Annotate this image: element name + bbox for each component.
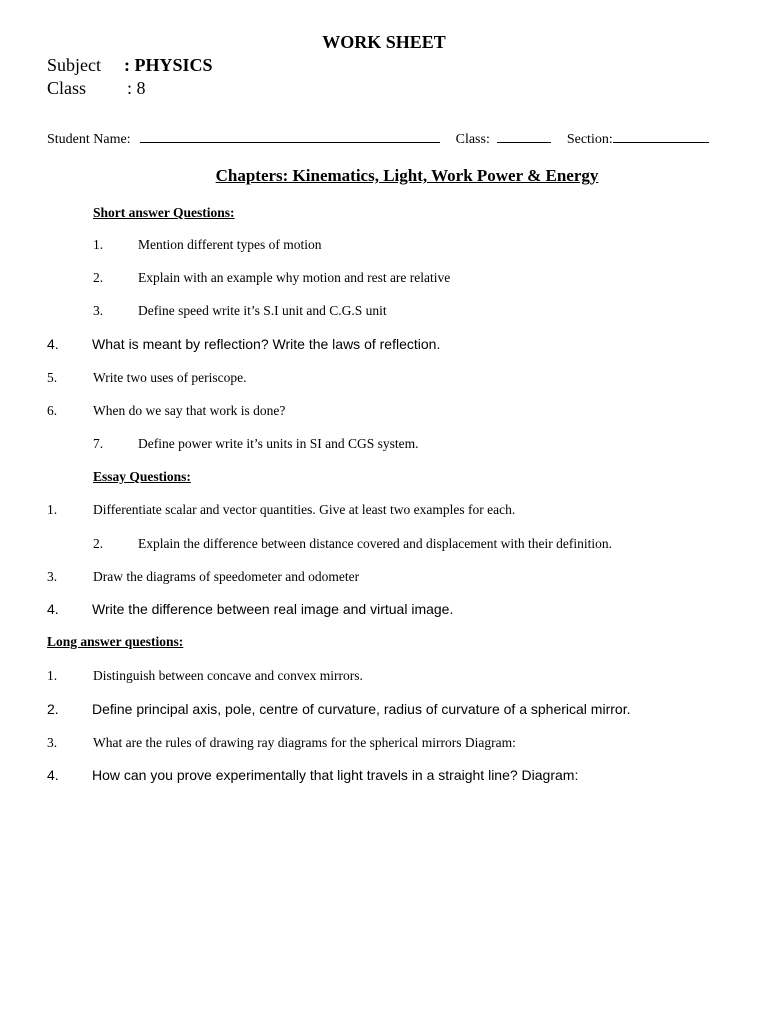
- section-field-label: Section:: [566, 132, 613, 147]
- question-text: Explain with an example why motion and rest are relative: [138, 270, 451, 285]
- student-name-label: Student Name:: [47, 132, 131, 147]
- class-value: : 8: [127, 78, 146, 98]
- student-name-blank[interactable]: [140, 131, 440, 143]
- question-text: Write two uses of periscope.: [93, 370, 247, 385]
- question-item: [93, 237, 103, 253]
- question-number: 1.: [47, 668, 58, 683]
- class-field-label: Class:: [455, 132, 490, 147]
- question-text: Distinguish between concave and convex mirrors.: [93, 668, 363, 683]
- question-text: Explain the difference between distance covered and displacement with their definition.: [138, 536, 612, 551]
- question-number: 1.: [93, 237, 104, 252]
- essay-heading: Essay Questions:: [93, 469, 191, 484]
- subject-value: : PHYSICS: [124, 55, 213, 75]
- student-info-row: [47, 131, 709, 148]
- question-number: 2.: [93, 536, 104, 551]
- question-text: Define power write it’s units in SI and CGS system.: [138, 436, 419, 451]
- long-answer-heading: Long answer questions:: [47, 634, 184, 649]
- question-text: What are the rules of drawing ray diagrams for the spherical mirrors Diagram:: [93, 735, 516, 750]
- short-answer-heading: Short answer Questions:: [93, 205, 235, 220]
- question-number: 4.: [47, 601, 59, 617]
- question-number: 1.: [47, 502, 58, 517]
- worksheet-title: WORK SHEET: [322, 32, 446, 52]
- question-text: When do we say that work is done?: [93, 403, 286, 418]
- question-text: Differentiate scalar and vector quantities. Give at least two examples for each.: [93, 502, 516, 517]
- question-number: 5.: [47, 370, 58, 385]
- question-text: Write the difference between real image and virtual image.: [92, 601, 454, 617]
- question-number: 4.: [47, 767, 59, 783]
- section-field-blank[interactable]: [613, 131, 709, 143]
- question-number: 4.: [47, 336, 59, 352]
- question-text: Define speed write it’s S.I unit and C.G.S unit: [138, 303, 387, 318]
- question-text: What is meant by reflection? Write the laws of reflection.: [92, 336, 441, 352]
- subject-label: Subject: [47, 55, 101, 75]
- question-text: How can you prove experimentally that light travels in a straight line? Diagram:: [92, 767, 579, 783]
- question-number: 3.: [93, 303, 104, 318]
- question-number: 6.: [47, 403, 58, 418]
- question-number: 3.: [47, 569, 58, 584]
- question-text: Draw the diagrams of speedometer and odometer: [93, 569, 360, 584]
- class-label: Class: [47, 78, 87, 98]
- question-number: 2.: [93, 270, 104, 285]
- chapters-heading: Chapters: Kinematics, Light, Work Power & Energy: [215, 166, 599, 185]
- class-field-blank[interactable]: [497, 131, 551, 143]
- question-number: 3.: [47, 735, 58, 750]
- question-text: Mention different types of motion: [138, 237, 322, 252]
- question-number: 7.: [93, 436, 104, 451]
- question-text: Define principal axis, pole, centre of curvature, radius of curvature of a spherical mirror.: [92, 701, 631, 717]
- question-number: 2.: [47, 701, 59, 717]
